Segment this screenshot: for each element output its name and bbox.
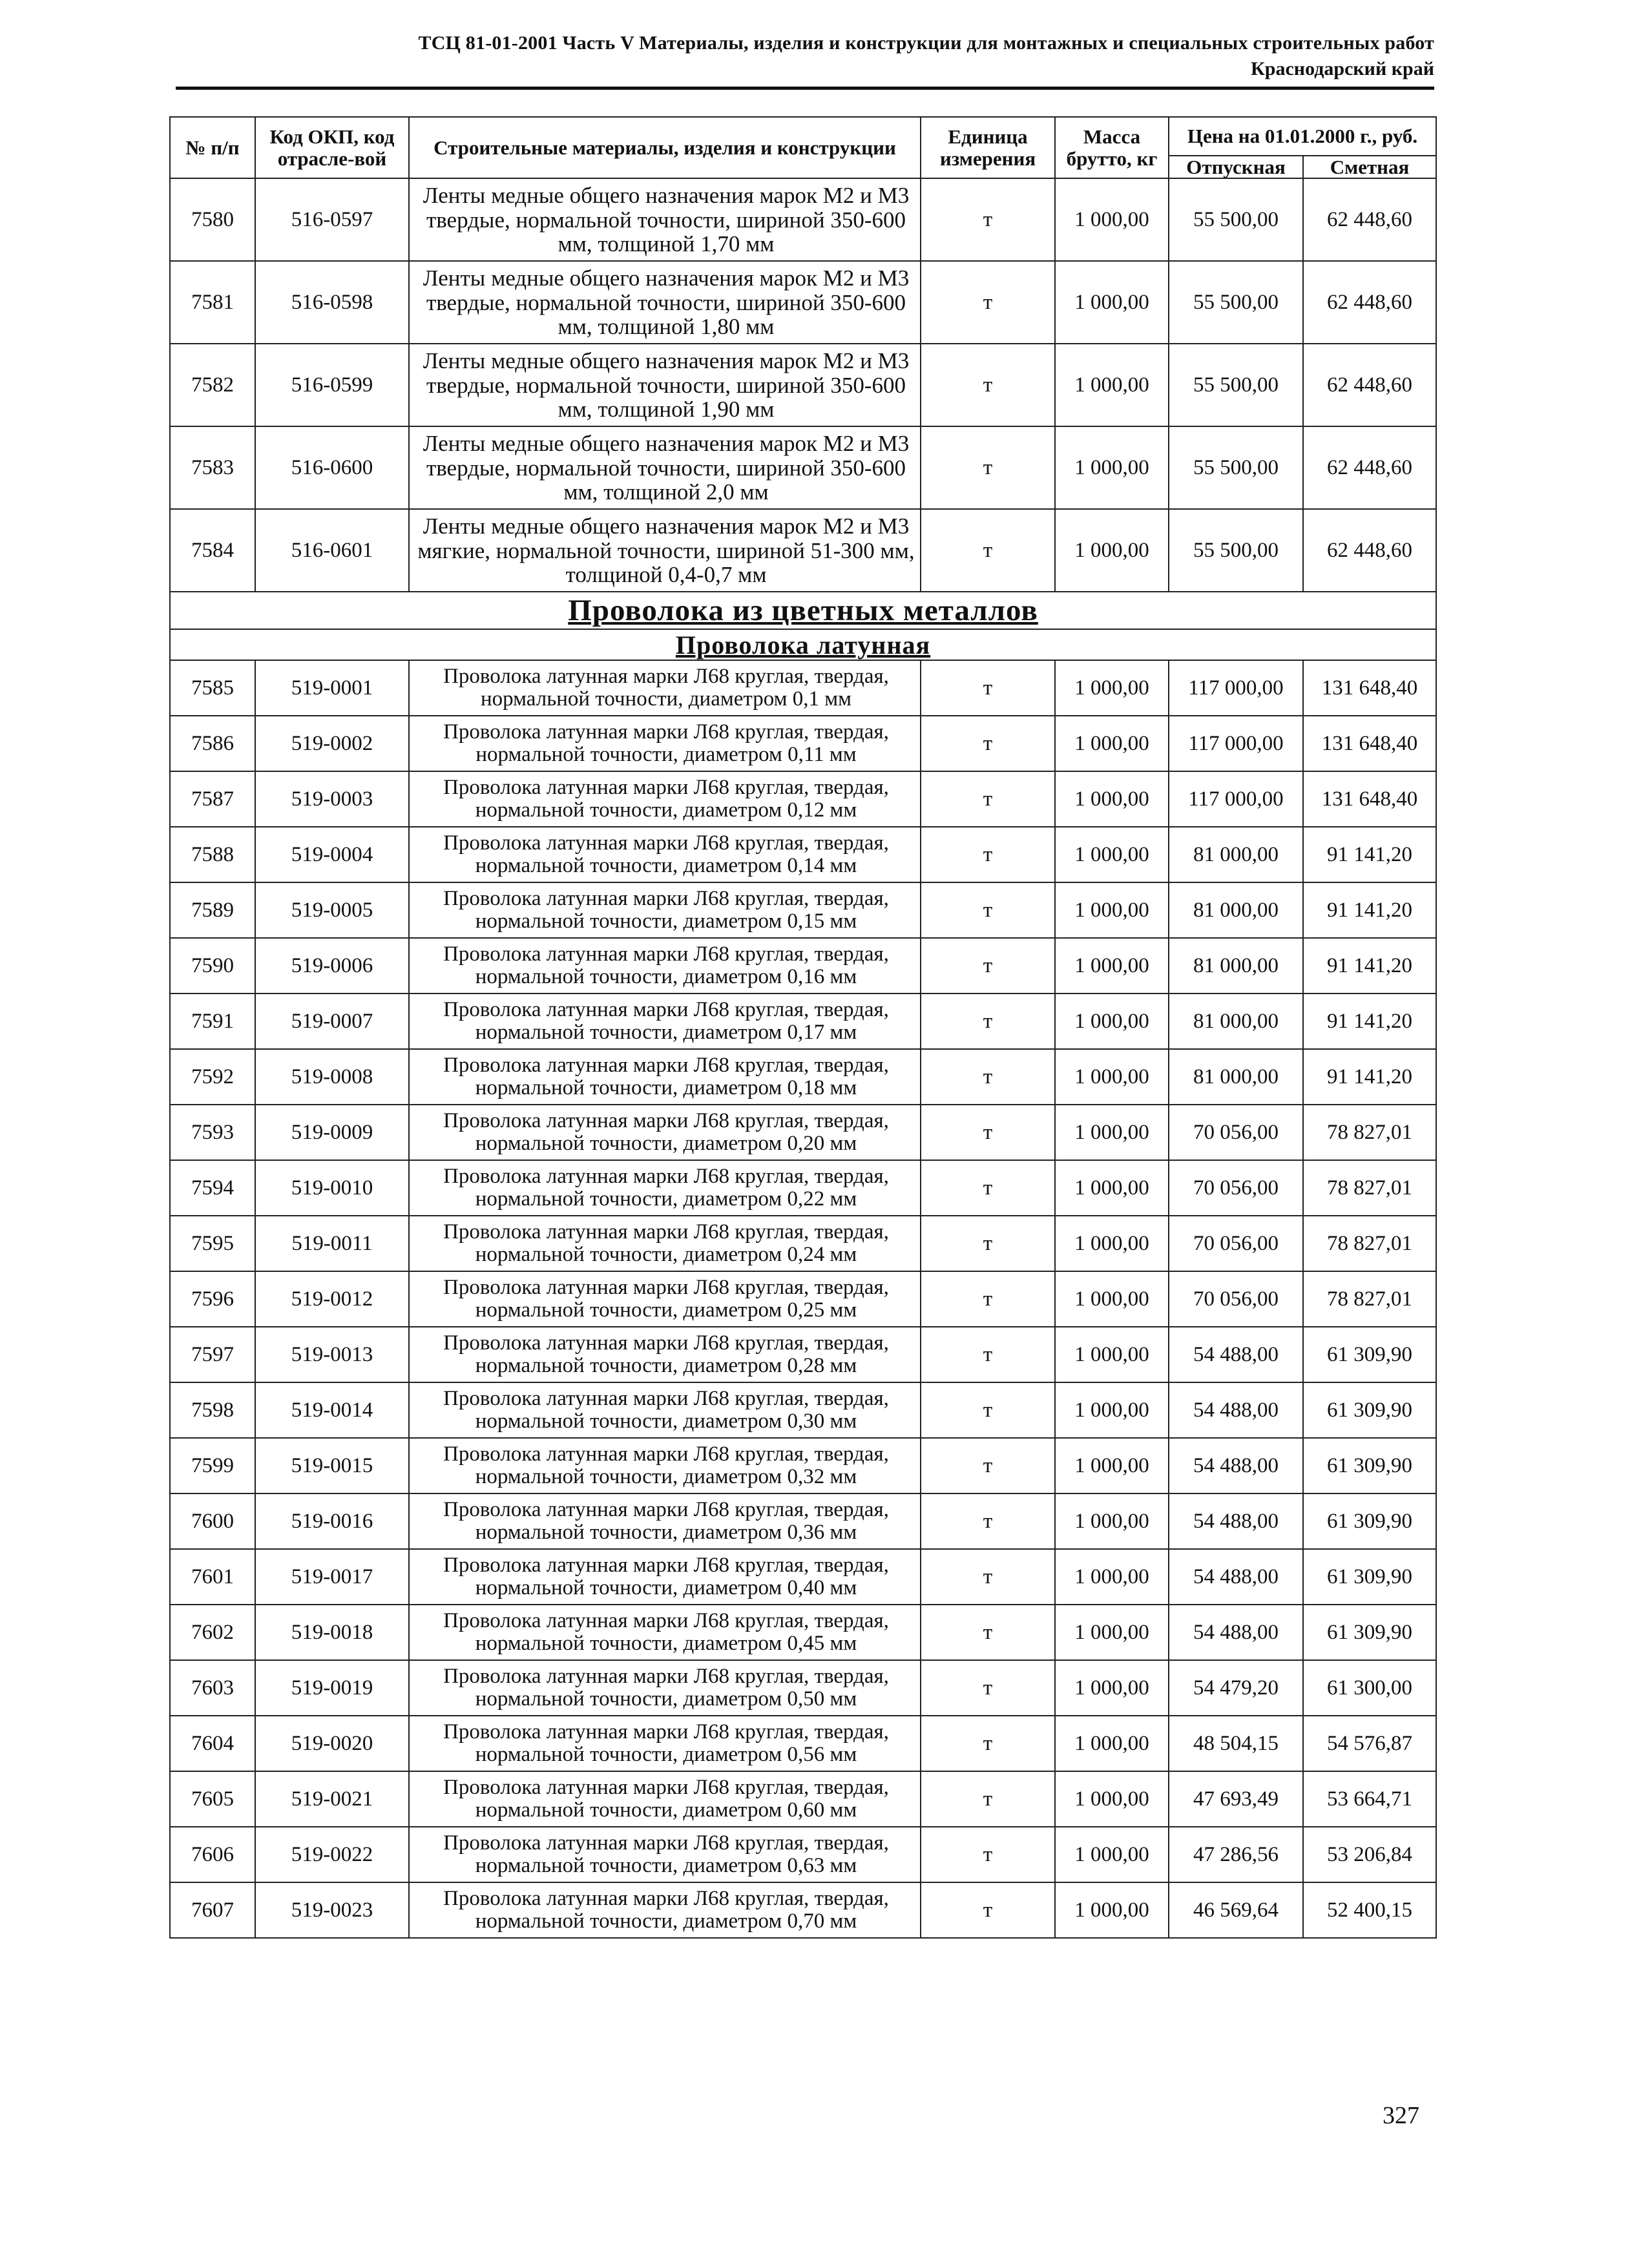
cell-unit: т <box>921 1105 1055 1160</box>
cell-unit: т <box>921 1382 1055 1438</box>
cell-estimate-price: 61 309,90 <box>1303 1382 1436 1438</box>
table-header <box>170 117 1436 178</box>
cell-release-price: 54 488,00 <box>1169 1438 1303 1493</box>
cell-unit: т <box>921 882 1055 938</box>
document-title: ТСЦ 81-01-2001 Часть V Материалы, изделия и конструкции для монтажных и специальных строительных работ <box>418 32 1434 54</box>
cell-code: 519-0018 <box>255 1605 409 1660</box>
cell-num: 7580 <box>170 178 255 261</box>
cell-release-price: 54 488,00 <box>1169 1327 1303 1382</box>
cell-estimate-price: 61 309,90 <box>1303 1327 1436 1382</box>
cell-num: 7583 <box>170 426 255 509</box>
table-row <box>170 827 1436 882</box>
header-rule <box>176 87 1434 90</box>
cell-mass: 1 000,00 <box>1055 994 1169 1049</box>
cell-release-price: 54 479,20 <box>1169 1660 1303 1716</box>
cell-mass: 1 000,00 <box>1055 426 1169 509</box>
table-row <box>170 1549 1436 1605</box>
table-row <box>170 994 1436 1049</box>
cell-name: Проволока латунная марки Л68 круглая, твердая, нормальной точности, диаметром 0,20 мм <box>409 1105 921 1160</box>
cell-estimate-price: 54 576,87 <box>1303 1716 1436 1771</box>
cell-name: Проволока латунная марки Л68 круглая, твердая, нормальной точности, диаметром 0,15 мм <box>409 882 921 938</box>
cell-name: Проволока латунная марки Л68 круглая, твердая, нормальной точности, диаметром 0,50 мм <box>409 1660 921 1716</box>
cell-num: 7592 <box>170 1049 255 1105</box>
table-row <box>170 1438 1436 1493</box>
cell-num: 7595 <box>170 1216 255 1271</box>
cell-name: Проволока латунная марки Л68 круглая, твердая, нормальной точности, диаметром 0,32 мм <box>409 1438 921 1493</box>
cell-mass: 1 000,00 <box>1055 882 1169 938</box>
cell-release-price: 55 500,00 <box>1169 178 1303 261</box>
cell-release-price: 117 000,00 <box>1169 716 1303 771</box>
cell-name: Проволока латунная марки Л68 круглая, твердая, нормальной точности, диаметром 0,63 мм <box>409 1827 921 1882</box>
table-row <box>170 1049 1436 1105</box>
cell-unit: т <box>921 1271 1055 1327</box>
cell-code: 519-0008 <box>255 1049 409 1105</box>
cell-estimate-price: 62 448,60 <box>1303 178 1436 261</box>
cell-code: 519-0017 <box>255 1549 409 1605</box>
cell-num: 7594 <box>170 1160 255 1216</box>
cell-name: Проволока латунная марки Л68 круглая, твердая, нормальной точности, диаметром 0,25 мм <box>409 1271 921 1327</box>
cell-release-price: 81 000,00 <box>1169 994 1303 1049</box>
table-row <box>170 1660 1436 1716</box>
cell-num: 7605 <box>170 1771 255 1827</box>
cell-release-price: 70 056,00 <box>1169 1105 1303 1160</box>
cell-mass: 1 000,00 <box>1055 1660 1169 1716</box>
cell-name: Ленты медные общего назначения марок М2 и М3 твердые, нормальной точности, шириной 350-600 мм, толщиной 1,70 мм <box>409 178 921 261</box>
cell-num: 7590 <box>170 938 255 994</box>
cell-release-price: 81 000,00 <box>1169 1049 1303 1105</box>
cell-name: Ленты медные общего назначения марок М2 и М3 твердые, нормальной точности, шириной 350-600 мм, толщиной 1,80 мм <box>409 261 921 344</box>
cell-name: Проволока латунная марки Л68 круглая, твердая, нормальной точности, диаметром 0,1 мм <box>409 660 921 716</box>
cell-unit: т <box>921 1882 1055 1938</box>
cell-release-price: 54 488,00 <box>1169 1549 1303 1605</box>
cell-estimate-price: 62 448,60 <box>1303 426 1436 509</box>
cell-release-price: 70 056,00 <box>1169 1160 1303 1216</box>
cell-release-price: 55 500,00 <box>1169 509 1303 592</box>
cell-estimate-price: 91 141,20 <box>1303 1049 1436 1105</box>
cell-num: 7603 <box>170 1660 255 1716</box>
cell-mass: 1 000,00 <box>1055 771 1169 827</box>
cell-num: 7588 <box>170 827 255 882</box>
cell-mass: 1 000,00 <box>1055 1882 1169 1938</box>
cell-code: 519-0004 <box>255 827 409 882</box>
cell-name: Ленты медные общего назначения марок М2 и М3 мягкие, нормальной точности, шириной 51-300 мм, толщиной 0,4-0,7 мм <box>409 509 921 592</box>
cell-estimate-price: 62 448,60 <box>1303 509 1436 592</box>
cell-code: 516-0600 <box>255 426 409 509</box>
cell-code: 519-0019 <box>255 1660 409 1716</box>
page-header <box>271 32 1434 80</box>
table-row <box>170 1327 1436 1382</box>
cell-release-price: 46 569,64 <box>1169 1882 1303 1938</box>
col-header-code: Код ОКП, код отрасле-вой <box>255 117 409 178</box>
cell-estimate-price: 91 141,20 <box>1303 882 1436 938</box>
cell-name: Проволока латунная марки Л68 круглая, твердая, нормальной точности, диаметром 0,56 мм <box>409 1716 921 1771</box>
table-row <box>170 509 1436 592</box>
cell-release-price: 55 500,00 <box>1169 344 1303 426</box>
cell-estimate-price: 53 206,84 <box>1303 1827 1436 1882</box>
cell-unit: т <box>921 827 1055 882</box>
cell-num: 7591 <box>170 994 255 1049</box>
cell-num: 7585 <box>170 660 255 716</box>
cell-estimate-price: 62 448,60 <box>1303 344 1436 426</box>
table-body-tapes <box>170 178 1436 592</box>
cell-mass: 1 000,00 <box>1055 1382 1169 1438</box>
cell-name: Проволока латунная марки Л68 круглая, твердая, нормальной точности, диаметром 0,22 мм <box>409 1160 921 1216</box>
cell-mass: 1 000,00 <box>1055 1216 1169 1271</box>
cell-release-price: 81 000,00 <box>1169 827 1303 882</box>
cell-unit: т <box>921 1605 1055 1660</box>
cell-num: 7601 <box>170 1549 255 1605</box>
cell-estimate-price: 78 827,01 <box>1303 1160 1436 1216</box>
cell-estimate-price: 61 309,90 <box>1303 1549 1436 1605</box>
page-number: 327 <box>1383 2102 1419 2129</box>
cell-release-price: 70 056,00 <box>1169 1216 1303 1271</box>
cell-code: 516-0597 <box>255 178 409 261</box>
col-header-name: Строительные материалы, изделия и конструкции <box>409 117 921 178</box>
cell-num: 7586 <box>170 716 255 771</box>
table-row <box>170 1716 1436 1771</box>
cell-mass: 1 000,00 <box>1055 1105 1169 1160</box>
cell-mass: 1 000,00 <box>1055 1549 1169 1605</box>
cell-code: 519-0009 <box>255 1105 409 1160</box>
cell-release-price: 55 500,00 <box>1169 426 1303 509</box>
table-row <box>170 771 1436 827</box>
table-row <box>170 882 1436 938</box>
cell-code: 516-0601 <box>255 509 409 592</box>
cell-estimate-price: 78 827,01 <box>1303 1271 1436 1327</box>
cell-code: 516-0599 <box>255 344 409 426</box>
price-table <box>169 116 1437 1939</box>
cell-num: 7584 <box>170 509 255 592</box>
cell-num: 7581 <box>170 261 255 344</box>
cell-mass: 1 000,00 <box>1055 261 1169 344</box>
cell-unit: т <box>921 1216 1055 1271</box>
cell-name: Проволока латунная марки Л68 круглая, твердая, нормальной точности, диаметром 0,28 мм <box>409 1327 921 1382</box>
cell-release-price: 81 000,00 <box>1169 938 1303 994</box>
cell-release-price: 55 500,00 <box>1169 261 1303 344</box>
cell-name: Проволока латунная марки Л68 круглая, твердая, нормальной точности, диаметром 0,24 мм <box>409 1216 921 1271</box>
cell-mass: 1 000,00 <box>1055 716 1169 771</box>
cell-mass: 1 000,00 <box>1055 1438 1169 1493</box>
cell-code: 519-0010 <box>255 1160 409 1216</box>
cell-num: 7597 <box>170 1327 255 1382</box>
cell-name: Проволока латунная марки Л68 круглая, твердая, нормальной точности, диаметром 0,60 мм <box>409 1771 921 1827</box>
cell-estimate-price: 131 648,40 <box>1303 716 1436 771</box>
cell-code: 519-0020 <box>255 1716 409 1771</box>
cell-release-price: 117 000,00 <box>1169 771 1303 827</box>
cell-num: 7582 <box>170 344 255 426</box>
cell-estimate-price: 52 400,15 <box>1303 1882 1436 1938</box>
cell-mass: 1 000,00 <box>1055 1327 1169 1382</box>
table-row <box>170 426 1436 509</box>
cell-code: 519-0003 <box>255 771 409 827</box>
cell-mass: 1 000,00 <box>1055 344 1169 426</box>
cell-name: Проволока латунная марки Л68 круглая, твердая, нормальной точности, диаметром 0,45 мм <box>409 1605 921 1660</box>
cell-num: 7587 <box>170 771 255 827</box>
table-row <box>170 261 1436 344</box>
cell-mass: 1 000,00 <box>1055 1827 1169 1882</box>
cell-estimate-price: 91 141,20 <box>1303 938 1436 994</box>
cell-name: Ленты медные общего назначения марок М2 и М3 твердые, нормальной точности, шириной 350-600 мм, толщиной 2,0 мм <box>409 426 921 509</box>
cell-name: Проволока латунная марки Л68 круглая, твердая, нормальной точности, диаметром 0,30 мм <box>409 1382 921 1438</box>
cell-code: 519-0015 <box>255 1438 409 1493</box>
cell-code: 519-0014 <box>255 1382 409 1438</box>
cell-mass: 1 000,00 <box>1055 827 1169 882</box>
subsection-title: Проволока латунная <box>170 629 1436 660</box>
cell-code: 519-0022 <box>255 1827 409 1882</box>
cell-unit: т <box>921 261 1055 344</box>
cell-mass: 1 000,00 <box>1055 660 1169 716</box>
cell-unit: т <box>921 938 1055 994</box>
cell-unit: т <box>921 509 1055 592</box>
table-row <box>170 1771 1436 1827</box>
table-row <box>170 1827 1436 1882</box>
cell-release-price: 117 000,00 <box>1169 660 1303 716</box>
cell-code: 519-0002 <box>255 716 409 771</box>
cell-mass: 1 000,00 <box>1055 1605 1169 1660</box>
table-row <box>170 1105 1436 1160</box>
table-row <box>170 1271 1436 1327</box>
cell-estimate-price: 53 664,71 <box>1303 1771 1436 1827</box>
col-header-num: № п/п <box>170 117 255 178</box>
cell-num: 7606 <box>170 1827 255 1882</box>
cell-mass: 1 000,00 <box>1055 1160 1169 1216</box>
cell-estimate-price: 91 141,20 <box>1303 994 1436 1049</box>
table-row <box>170 1493 1436 1549</box>
cell-code: 519-0007 <box>255 994 409 1049</box>
cell-release-price: 70 056,00 <box>1169 1271 1303 1327</box>
cell-unit: т <box>921 1493 1055 1549</box>
cell-code: 519-0001 <box>255 660 409 716</box>
cell-estimate-price: 61 300,00 <box>1303 1660 1436 1716</box>
table-row <box>170 1216 1436 1271</box>
cell-unit: т <box>921 426 1055 509</box>
cell-unit: т <box>921 1327 1055 1382</box>
table-body-wire <box>170 660 1436 1938</box>
col-header-release: Отпускная <box>1169 156 1303 178</box>
cell-name: Проволока латунная марки Л68 круглая, твердая, нормальной точности, диаметром 0,40 мм <box>409 1549 921 1605</box>
cell-unit: т <box>921 344 1055 426</box>
cell-num: 7602 <box>170 1605 255 1660</box>
cell-name: Проволока латунная марки Л68 круглая, твердая, нормальной точности, диаметром 0,36 мм <box>409 1493 921 1549</box>
cell-unit: т <box>921 1716 1055 1771</box>
cell-code: 519-0023 <box>255 1882 409 1938</box>
cell-code: 519-0011 <box>255 1216 409 1271</box>
section-title: Проволока из цветных металлов <box>170 592 1436 629</box>
table-row <box>170 1882 1436 1938</box>
section-block <box>170 592 1436 660</box>
cell-unit: т <box>921 716 1055 771</box>
cell-release-price: 54 488,00 <box>1169 1493 1303 1549</box>
table-row <box>170 178 1436 261</box>
cell-unit: т <box>921 771 1055 827</box>
cell-mass: 1 000,00 <box>1055 1493 1169 1549</box>
cell-num: 7607 <box>170 1882 255 1938</box>
cell-num: 7599 <box>170 1438 255 1493</box>
cell-release-price: 81 000,00 <box>1169 882 1303 938</box>
cell-code: 519-0021 <box>255 1771 409 1827</box>
cell-name: Проволока латунная марки Л68 круглая, твердая, нормальной точности, диаметром 0,14 мм <box>409 827 921 882</box>
cell-name: Проволока латунная марки Л68 круглая, твердая, нормальной точности, диаметром 0,17 мм <box>409 994 921 1049</box>
cell-unit: т <box>921 660 1055 716</box>
cell-code: 516-0598 <box>255 261 409 344</box>
cell-release-price: 47 286,56 <box>1169 1827 1303 1882</box>
cell-mass: 1 000,00 <box>1055 509 1169 592</box>
cell-estimate-price: 131 648,40 <box>1303 660 1436 716</box>
table-row <box>170 1605 1436 1660</box>
cell-unit: т <box>921 1771 1055 1827</box>
cell-estimate-price: 61 309,90 <box>1303 1438 1436 1493</box>
cell-num: 7593 <box>170 1105 255 1160</box>
cell-name: Проволока латунная марки Л68 круглая, твердая, нормальной точности, диаметром 0,16 мм <box>409 938 921 994</box>
cell-release-price: 54 488,00 <box>1169 1605 1303 1660</box>
cell-estimate-price: 78 827,01 <box>1303 1216 1436 1271</box>
table-row <box>170 1382 1436 1438</box>
cell-code: 519-0005 <box>255 882 409 938</box>
cell-release-price: 47 693,49 <box>1169 1771 1303 1827</box>
cell-mass: 1 000,00 <box>1055 1049 1169 1105</box>
cell-mass: 1 000,00 <box>1055 938 1169 994</box>
col-header-mass: Масса брутто, кг <box>1055 117 1169 178</box>
cell-estimate-price: 131 648,40 <box>1303 771 1436 827</box>
table-row <box>170 1160 1436 1216</box>
table-row <box>170 660 1436 716</box>
cell-name: Проволока латунная марки Л68 круглая, твердая, нормальной точности, диаметром 0,18 мм <box>409 1049 921 1105</box>
cell-code: 519-0016 <box>255 1493 409 1549</box>
cell-code: 519-0012 <box>255 1271 409 1327</box>
cell-unit: т <box>921 994 1055 1049</box>
cell-estimate-price: 61 309,90 <box>1303 1493 1436 1549</box>
cell-unit: т <box>921 1438 1055 1493</box>
cell-name: Проволока латунная марки Л68 круглая, твердая, нормальной точности, диаметром 0,11 мм <box>409 716 921 771</box>
cell-num: 7598 <box>170 1382 255 1438</box>
cell-num: 7600 <box>170 1493 255 1549</box>
region-title: Краснодарский край <box>1251 58 1434 79</box>
cell-mass: 1 000,00 <box>1055 1271 1169 1327</box>
cell-mass: 1 000,00 <box>1055 1716 1169 1771</box>
cell-release-price: 48 504,15 <box>1169 1716 1303 1771</box>
cell-unit: т <box>921 1049 1055 1105</box>
table-row <box>170 344 1436 426</box>
cell-name: Ленты медные общего назначения марок М2 и М3 твердые, нормальной точности, шириной 350-600 мм, толщиной 1,90 мм <box>409 344 921 426</box>
cell-estimate-price: 61 309,90 <box>1303 1605 1436 1660</box>
cell-code: 519-0013 <box>255 1327 409 1382</box>
col-header-price: Цена на 01.01.2000 г., руб. <box>1169 117 1436 156</box>
col-header-estimate: Сметная <box>1303 156 1436 178</box>
cell-unit: т <box>921 178 1055 261</box>
cell-num: 7596 <box>170 1271 255 1327</box>
cell-estimate-price: 78 827,01 <box>1303 1105 1436 1160</box>
cell-estimate-price: 62 448,60 <box>1303 261 1436 344</box>
cell-name: Проволока латунная марки Л68 круглая, твердая, нормальной точности, диаметром 0,70 мм <box>409 1882 921 1938</box>
cell-unit: т <box>921 1549 1055 1605</box>
col-header-unit: Единица измерения <box>921 117 1055 178</box>
cell-num: 7589 <box>170 882 255 938</box>
cell-unit: т <box>921 1827 1055 1882</box>
cell-unit: т <box>921 1160 1055 1216</box>
cell-estimate-price: 91 141,20 <box>1303 827 1436 882</box>
cell-name: Проволока латунная марки Л68 круглая, твердая, нормальной точности, диаметром 0,12 мм <box>409 771 921 827</box>
cell-mass: 1 000,00 <box>1055 178 1169 261</box>
cell-unit: т <box>921 1660 1055 1716</box>
cell-num: 7604 <box>170 1716 255 1771</box>
cell-release-price: 54 488,00 <box>1169 1382 1303 1438</box>
table-row <box>170 716 1436 771</box>
table-row <box>170 938 1436 994</box>
cell-mass: 1 000,00 <box>1055 1771 1169 1827</box>
cell-code: 519-0006 <box>255 938 409 994</box>
